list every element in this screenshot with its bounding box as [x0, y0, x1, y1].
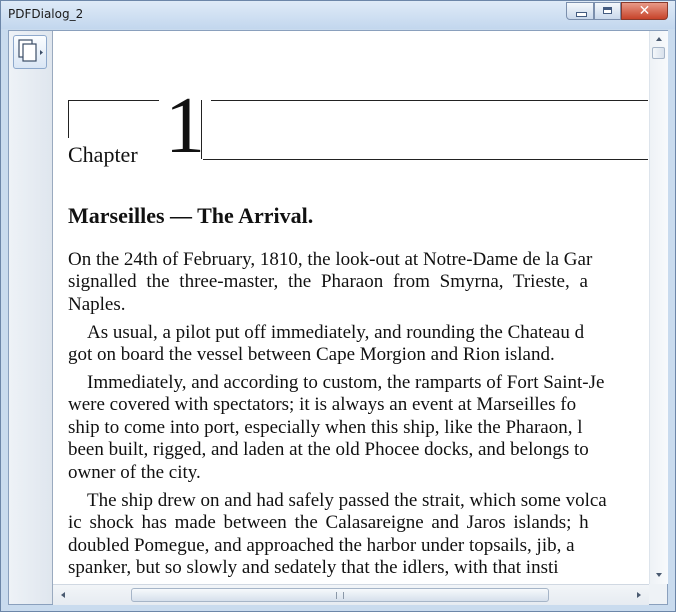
pages-panel-button[interactable]	[13, 35, 47, 69]
paragraph-3	[68, 372, 648, 484]
paragraph-2	[68, 322, 648, 367]
maximize-button[interactable]	[594, 2, 621, 20]
chapter-label: Chapter	[68, 142, 138, 167]
chapter-rule-top	[211, 100, 648, 101]
text-line: been built, rigged, and laden at the old Phocee docks, and belongs to	[68, 439, 589, 461]
chapter-rule-vertical	[201, 100, 202, 159]
minimize-button[interactable]	[566, 2, 594, 20]
text-line: Naples.	[68, 293, 126, 315]
text-line: On the 24th of February, 1810, the look-out at Notre-Dame de la Gar	[68, 249, 593, 270]
text-line: owner of the city.	[68, 461, 201, 483]
scroll-left-icon[interactable]	[59, 590, 67, 600]
pages-icon	[14, 36, 46, 68]
title-bar[interactable]	[1, 1, 675, 29]
vertical-scroll-thumb[interactable]	[652, 47, 665, 59]
chapter-rule-bottom	[203, 159, 648, 160]
text-line: Immediately, and according to custom, the ramparts of Fort Saint-Je	[87, 372, 605, 393]
text-line: doubled Pomegue, and approached the harbor under topsails, jib, a	[68, 534, 575, 556]
scroll-grip-icon	[336, 592, 344, 599]
close-button[interactable]	[621, 2, 668, 20]
maximize-icon	[603, 7, 612, 14]
text-line: were covered with spectators; it is always an event at Marseilles fo	[68, 394, 577, 416]
paragraph-1	[68, 249, 648, 316]
text-line: got on board the vessel between Cape Morgion and Rion island.	[68, 344, 555, 366]
text-line: The ship drew on and had safely passed the strait, which some volca	[87, 490, 607, 511]
pdf-page	[68, 31, 648, 584]
text-line: signalled the three-master, the Pharaon from Smyrna, Trieste, a	[68, 271, 588, 293]
scroll-down-icon[interactable]	[654, 571, 664, 579]
text-line: ship to come into port, especially when this ship, like the Pharaon, l	[68, 416, 583, 438]
window-title: PDFDialog_2	[8, 7, 84, 21]
text-line: spanker, but so slowly and sedately that the idlers, with that insti	[68, 557, 559, 579]
scrollbar-corner	[649, 584, 667, 604]
pdf-viewer	[8, 30, 668, 605]
vertical-scrollbar[interactable]	[649, 31, 668, 584]
document-view[interactable]	[53, 31, 648, 584]
horizontal-scrollbar[interactable]	[53, 584, 649, 605]
close-icon: ✕	[638, 3, 651, 19]
scroll-up-icon[interactable]	[654, 35, 664, 43]
text-line: ic shock has made between the Calasareigne and Jaros islands; h	[68, 512, 589, 534]
horizontal-scroll-thumb[interactable]	[131, 588, 549, 602]
scroll-right-icon[interactable]	[635, 590, 643, 600]
paragraph-4	[68, 490, 648, 580]
minimize-icon	[576, 12, 587, 17]
chapter-heading: Marseilles — The Arrival.	[68, 203, 314, 228]
text-line: As usual, a pilot put off immediately, and rounding the Chateau d	[87, 322, 585, 343]
chapter-number: 1	[165, 82, 205, 170]
navigation-sidebar	[9, 31, 53, 604]
chapter-frame	[68, 100, 159, 138]
